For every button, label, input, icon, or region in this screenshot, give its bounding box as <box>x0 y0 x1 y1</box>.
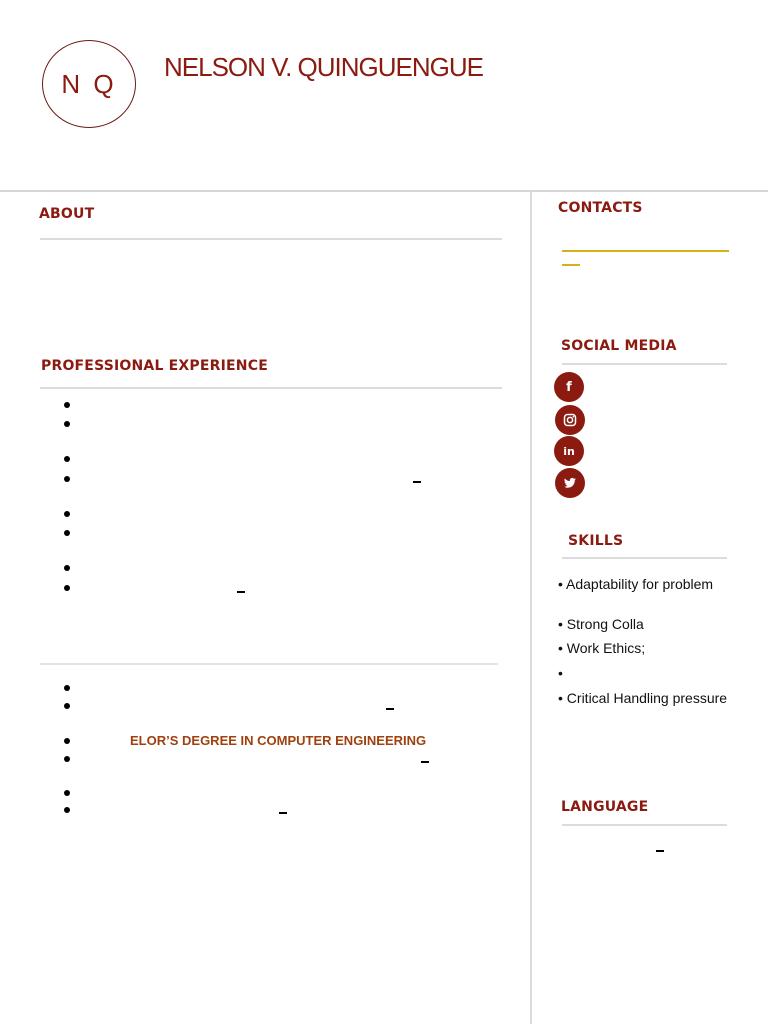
skills-heading: SKILLS <box>568 533 624 549</box>
skill-item: • <box>558 665 563 681</box>
social-divider <box>562 363 727 365</box>
linkedin-icon[interactable] <box>554 436 584 466</box>
date-dash <box>413 481 421 483</box>
header-divider <box>0 190 768 192</box>
list-item <box>64 785 494 801</box>
list-item <box>64 397 494 413</box>
skill-item: • Strong Colla <box>558 616 644 632</box>
skills-divider <box>562 557 727 559</box>
experience-divider <box>40 387 502 389</box>
contact-link[interactable] <box>562 264 580 266</box>
list-item <box>64 580 494 596</box>
monogram-logo <box>42 40 136 128</box>
education-degree: ELOR’S DEGREE IN COMPUTER ENGINEERING <box>130 733 427 748</box>
column-divider <box>530 191 532 1024</box>
experience-heading: PROFESSIONAL EXPERIENCE <box>41 358 268 374</box>
list-item <box>64 680 494 696</box>
facebook-glyph: f <box>566 379 572 395</box>
list-item <box>64 802 494 818</box>
instagram-glyph <box>563 413 577 427</box>
language-dash <box>656 850 664 852</box>
twitter-icon[interactable] <box>555 468 585 498</box>
skill-item: • Work Ethics; <box>558 640 646 656</box>
skill-item: • Critical Handling pressure <box>558 690 728 706</box>
list-item <box>64 506 494 522</box>
language-heading: LANGUAGE <box>561 799 649 815</box>
twitter-glyph <box>563 476 577 490</box>
list-item <box>64 751 494 767</box>
date-dash <box>386 708 394 710</box>
list-item <box>64 560 494 576</box>
resume-name: NELSON V. QUINGUENGUE <box>164 52 484 82</box>
monogram-text: N Q <box>61 68 117 99</box>
date-dash <box>237 591 245 593</box>
education-divider <box>40 663 498 665</box>
skill-item: • Adaptability for problem <box>558 576 714 592</box>
contact-link[interactable] <box>562 250 729 252</box>
facebook-icon[interactable] <box>554 372 584 402</box>
linkedin-glyph: in <box>563 444 575 458</box>
list-item <box>64 525 494 541</box>
list-item <box>64 698 494 714</box>
about-heading: ABOUT <box>39 206 95 222</box>
contacts-heading: CONTACTS <box>558 200 643 216</box>
list-item <box>64 451 494 467</box>
instagram-icon[interactable] <box>555 405 585 435</box>
list-item <box>64 416 494 432</box>
date-dash <box>279 812 287 814</box>
about-divider <box>40 238 502 240</box>
date-dash <box>421 761 429 763</box>
social-heading: SOCIAL MEDIA <box>561 338 677 354</box>
list-item <box>64 471 494 487</box>
language-divider <box>562 824 727 826</box>
